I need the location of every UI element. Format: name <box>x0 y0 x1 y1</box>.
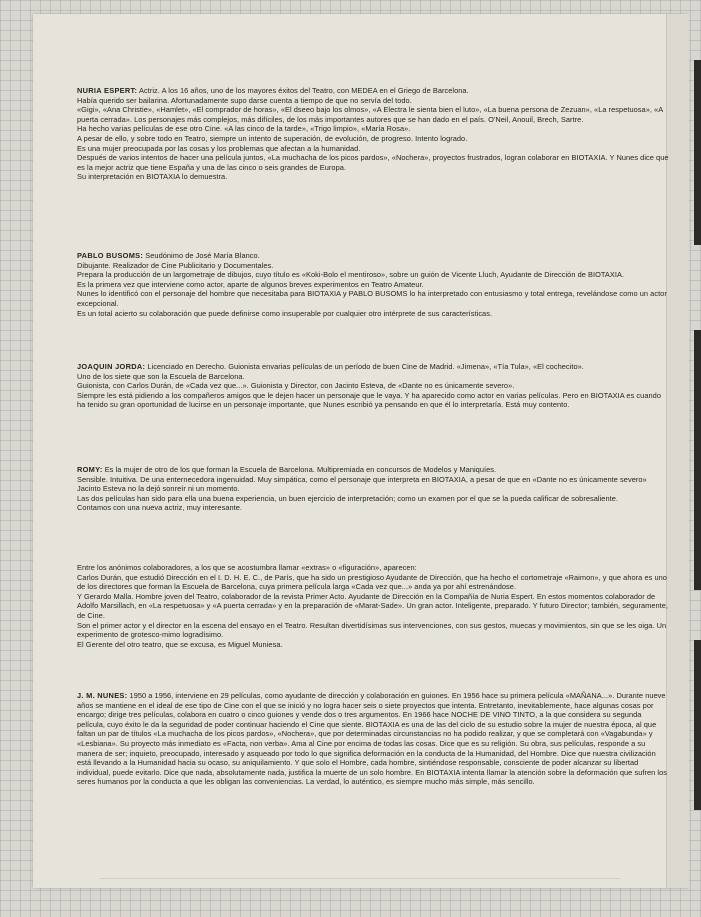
paragraph-text: Es un total acierto su colaboración que puede definirse como insuperable por cualquier otro intérprete de sus características. <box>77 308 493 318</box>
person-name: JOAQUIN JORDA: <box>77 362 146 371</box>
paragraph-text: Había querido ser bailarina. Afortunadamente supo darse cuenta a tiempo de que no servía del todo. <box>77 95 412 105</box>
section-jm-nunes <box>77 691 671 787</box>
paragraph-text: A pesar de ello, y sobre todo en Teatro, siempre un intento de superación, de evolución, de progreso. Intento logrado. <box>77 133 468 143</box>
paragraph-text: Siempre les está pidiendo a los compañeros amigos que le dejen hacer un personaje que le vaya. Y ha aparecido como actor en varias películas. Pero en BIOTAXIA es cuando ha tenido su gran oportunidad de lucirse en un personaje importante, que Nunes escribió ya pensando en que él lo interpretaría. Está muy contento. <box>77 390 661 410</box>
paragraph-text: Actriz. A los 16 años, uno de los mayores éxitos del Teatro, con MEDEA en el Griego de Barcelona. <box>139 86 469 95</box>
section-colaboradores <box>77 563 671 649</box>
paragraph-text: Sensible. Intuitiva. De una enternecedora ingenuidad. Muy simpática, como el personaje que interpreta en BIOTAXIA, a pesar de que en «Dante no es únicamente severo» Jacinto Esteva no la dejó sonreír ni un momento. <box>77 474 647 494</box>
paragraph-text: Nunes lo identificó con el personaje del hombre que necesitaba para BIOTAXIA y PABLO BUSOMS lo ha interpretado con entusiasmo y total entrega, revelándose como un actor excepcional. <box>77 289 667 308</box>
paragraph-text: Su interpretación en BIOTAXIA lo demuestra. <box>77 172 228 182</box>
section-paragraph <box>77 251 671 261</box>
paragraph-text: Es la mujer de otro de los que forman la Escuela de Barcelona. Multipremiada en concursos de Modelos y Maniquíes. <box>104 465 497 474</box>
paragraph-text: Guionista, con Carlos Durán, de «Cada vez que...». Guionista y Director, con Jacinto Esteva, de «Dante no es únicamente severo». <box>77 381 515 391</box>
section-paragraph <box>77 86 671 96</box>
section-pablo-busoms <box>77 251 671 318</box>
paragraph-text: «Gigi», «Ana Christie», «Hamlet», «El comprador de horas», «El dseeo bajo los olmos», «A Electra le sienta bien el luto», «La buena persona de Zezuan», «La respetuosa», «A puerta cerrada». Los personajes más complejos, más difíciles, de los más importantes autores que se han dado en el país. O'Neil, Anouil, Brech, Sartre. <box>77 105 663 124</box>
person-name: NURIA ESPERT: <box>77 86 138 95</box>
paragraph-text: Es una mujer preocupada por las cosas y los problemas que afectan a la humanidad. <box>77 143 361 153</box>
section-paragraph <box>77 362 671 372</box>
person-name: J. M. NUNES: <box>77 691 128 700</box>
paragraph-text: Uno de los siete que son la Escuela de Barcelona. <box>77 371 245 381</box>
person-name: ROMY: <box>77 465 103 474</box>
section-paragraph <box>77 691 671 787</box>
paragraph-text: Contamos con una nueva actriz, muy interesante. <box>77 503 243 513</box>
paragraph-text: Prepara la producción de un largometraje de dibujos, cuyo título es «Koki-Bolo el mentiroso», sobre un guión de Vicente Lluch, Ayudante de Dirección de BIOTAXIA. <box>77 270 625 280</box>
paragraph-text: Las dos películas han sido para ella una buena experiencia, un buen ejercicio de interpretación; como un examen por el que se la pueda calificar de sobresaliente. <box>77 493 618 503</box>
section-paragraph <box>77 465 671 475</box>
adjacent-photo-strip <box>694 330 701 590</box>
paragraph-text: Son el primer actor y el director en la escena del ensayo en el Teatro. Resultan divertidísimas sus intervenciones, con sus gestos, muecas y movimientos, sin que se les oiga. Un experimento de grotesco-mimo logradísimo. <box>77 620 667 640</box>
section-joaquin-jorda <box>77 362 671 410</box>
paragraph-text: Dibujante. Realizador de Cine Publicitario y Documentales. <box>77 260 274 270</box>
paragraph-text: El Gerente del otro teatro, que se excusa, es Miguel Muniesa. <box>77 639 283 649</box>
page-divider <box>100 878 620 879</box>
section-romy <box>77 465 671 513</box>
adjacent-photo-strip <box>694 640 701 810</box>
paragraph-text: Entre los anónimos colaboradores, a los que se acostumbra llamar «extras» o «figuración», aparecen: <box>77 563 417 572</box>
adjacent-photo-strip <box>694 60 701 245</box>
paragraph-text: Seudónimo de José María Blanco. <box>145 251 260 260</box>
section-nuria-espert <box>77 86 671 182</box>
paragraph-text: Es la primera vez que interviene como actor, aparte de algunos breves experimentos en Teatro Amateur. <box>77 279 424 289</box>
paragraph-text: Después de varios intentos de hacer una película juntos, «La muchacha de los picos pardos», «Nochera», proyectos frustrados, logran colaborar en BIOTAXIA. Y Nunes dice que es la mejor actriz que tiene España y una de las cinco o seis grandes de Europa. <box>77 153 669 172</box>
paragraph-text: Licenciado en Derecho. Guionista envarias películas de un período de buen Cine de Madrid. «Jimena», «Tía Tula», «El cochecito». <box>147 362 584 371</box>
paragraph-text: 1950 a 1956, interviene en 29 películas, como ayudante de dirección y colaboración en guiones. En 1956 hace su primera película «MAÑANA...». Durante nueve años se mantiene en el ideal de ese tipo de Cine con el que se inició y no logra hacer seis o siete proyectos que intenta. Entretanto, inevitablemente, hace algunas cosas por encargo; dirige tres películas, colabora en cuatro o cinco guiones y vende dos o tres argumentos. En 1966 hace NOCHE DE VINO TINTO, a la que considera su segunda película, cuyo éxito le da la seguridad de poder continuar haciendo el Cine que siente. BIOTAXIA es una de las del ciclo de su estudio sobre la mujer de nuestra época, al que faltan un par de títulos «La muchacha de los picos pardos», «Nochera», que por determinadas circunstancias no ha podido realizar, y que se completará con «Vagabunda» y «Lesbiana». Su proyecto más inmediato es «Facta, non verba». Ama al Cine por encima de todas las cosas. Dice que es su religión. Su obra, sus películas, responde a su manera de ser; inquieto, preocupado, interesado y asqueado por todo lo que significa deformación en la conducta de la Humanidad, del Hombre. Dice que nuestra civilización está llevando a la Humanidad hacia su ocaso, su aniquilamiento. Y que solo el Hombre, cada hombre, sintiéndose responsable, consciente de poder alcanzar su libertad individual, puede evitarlo. Dice que nada, absolutamente nada, justifica la muerte de un solo hombre. En BIOTAXIA intenta llamar la atención sobre la deformación que sufren los seres humanos por la conducta a que les obligan las conveniencias. La verdad, lo auténtico, es siempre mucho más simple, más sencillo. <box>77 691 667 787</box>
paragraph-text: Ha hecho varias películas de ese otro Cine. «A las cinco de la tarde», «Trigo limpio», «María Rosa». <box>77 124 411 134</box>
paragraph-text: Y Gerardo Malla. Hombre joven del Teatro, colaborador de la revista Primer Acto. Ayudante de Dirección en la Compañía de Nuria Espert. En estos momentos colaborador de Adolfo Marsillach, en «La respetuosa» y «A puerta cerrada» y en la preparación de «Marat-Sade». Un gran actor. Inteligente, preparado. Y futuro Director; también, seguramente, de Cine. <box>77 591 669 620</box>
person-name: PABLO BUSOMS: <box>77 251 144 260</box>
paragraph-text: Carlos Durán, que estudió Dirección en el I. D. H. E. C., de París, que ha sido un prestigioso Ayudante de Dirección, que ha hecho el cortometraje «Raimon», y que ahora es uno de los directores que forman la Escuela de Barcelona, cuya primera película larga «Cada vez que...» anda ya por ahí estrenándose. <box>77 572 667 592</box>
